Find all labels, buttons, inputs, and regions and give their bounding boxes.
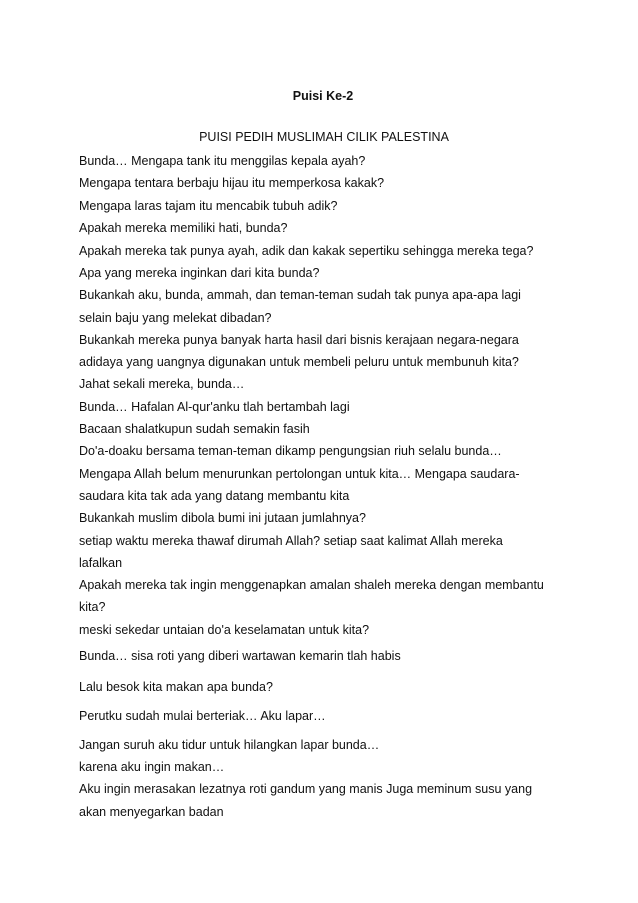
poem-line: Jahat sekali mereka, bunda… — [79, 377, 245, 391]
poem-line: adidaya yang uangnya digunakan untuk membeli peluru untuk membunuh kita? — [79, 355, 519, 369]
poem-line: Perutku sudah mulai berteriak… Aku lapar… — [79, 709, 326, 723]
poem-line: Jangan suruh aku tidur untuk hilangkan lapar bunda… — [79, 738, 380, 752]
poem-line: lafalkan — [79, 556, 123, 570]
poem-line: selain baju yang melekat dibadan? — [79, 311, 272, 325]
poem-line: Apakah mereka memiliki hati, bunda? — [79, 221, 288, 235]
poem-title: PUISI PEDIH MUSLIMAH CILIK PALESTINA — [199, 130, 449, 144]
poem-line: Mengapa Allah belum menurunkan pertolongan untuk kita… Mengapa saudara- — [79, 467, 520, 481]
poem-line: saudara kita tak ada yang datang membantu kita — [79, 489, 350, 503]
poem-line: akan menyegarkan badan — [79, 805, 224, 819]
poem-line: Apakah mereka tak punya ayah, adik dan kakak sepertiku sehingga mereka tega? — [79, 244, 534, 258]
poem-line: Bunda… Mengapa tank itu menggilas kepala ayah? — [79, 154, 366, 168]
poem-line: Bukankah aku, bunda, ammah, dan teman-teman sudah tak punya apa-apa lagi — [79, 288, 521, 302]
document-heading: Puisi Ke-2 — [292, 89, 354, 103]
poem-line: Bunda… sisa roti yang diberi wartawan kemarin tlah habis — [79, 649, 401, 663]
poem-line: Mengapa laras tajam itu mencabik tubuh adik? — [79, 199, 338, 213]
poem-line: Apakah mereka tak ingin menggenapkan amalan shaleh mereka dengan membantu — [79, 578, 544, 592]
poem-line: Aku ingin merasakan lezatnya roti gandum yang manis Juga meminum susu yang — [79, 782, 533, 796]
poem-line: karena aku ingin makan… — [79, 760, 225, 774]
poem-line: Bacaan shalatkupun sudah semakin fasih — [79, 422, 310, 436]
poem-line: Apa yang mereka inginkan dari kita bunda? — [79, 266, 320, 280]
poem-line: Bunda… Hafalan Al-qur'anku tlah bertambah lagi — [79, 400, 350, 414]
poem-line: Bukankah mereka punya banyak harta hasil dari bisnis kerajaan negara-negara — [79, 333, 519, 347]
poem-line: Mengapa tentara berbaju hijau itu memperkosa kakak? — [79, 176, 385, 190]
poem-line: Lalu besok kita makan apa bunda? — [79, 680, 273, 694]
poem-line: meski sekedar untaian do'a keselamatan untuk kita? — [79, 623, 370, 637]
poem-line: Do'a-doaku bersama teman-teman dikamp pengungsian riuh selalu bunda… — [79, 444, 502, 458]
poem-line: setiap waktu mereka thawaf dirumah Allah? setiap saat kalimat Allah mereka — [79, 534, 503, 548]
poem-line: kita? — [79, 600, 106, 614]
poem-line: Bukankah muslim dibola bumi ini jutaan jumlahnya? — [79, 511, 366, 525]
